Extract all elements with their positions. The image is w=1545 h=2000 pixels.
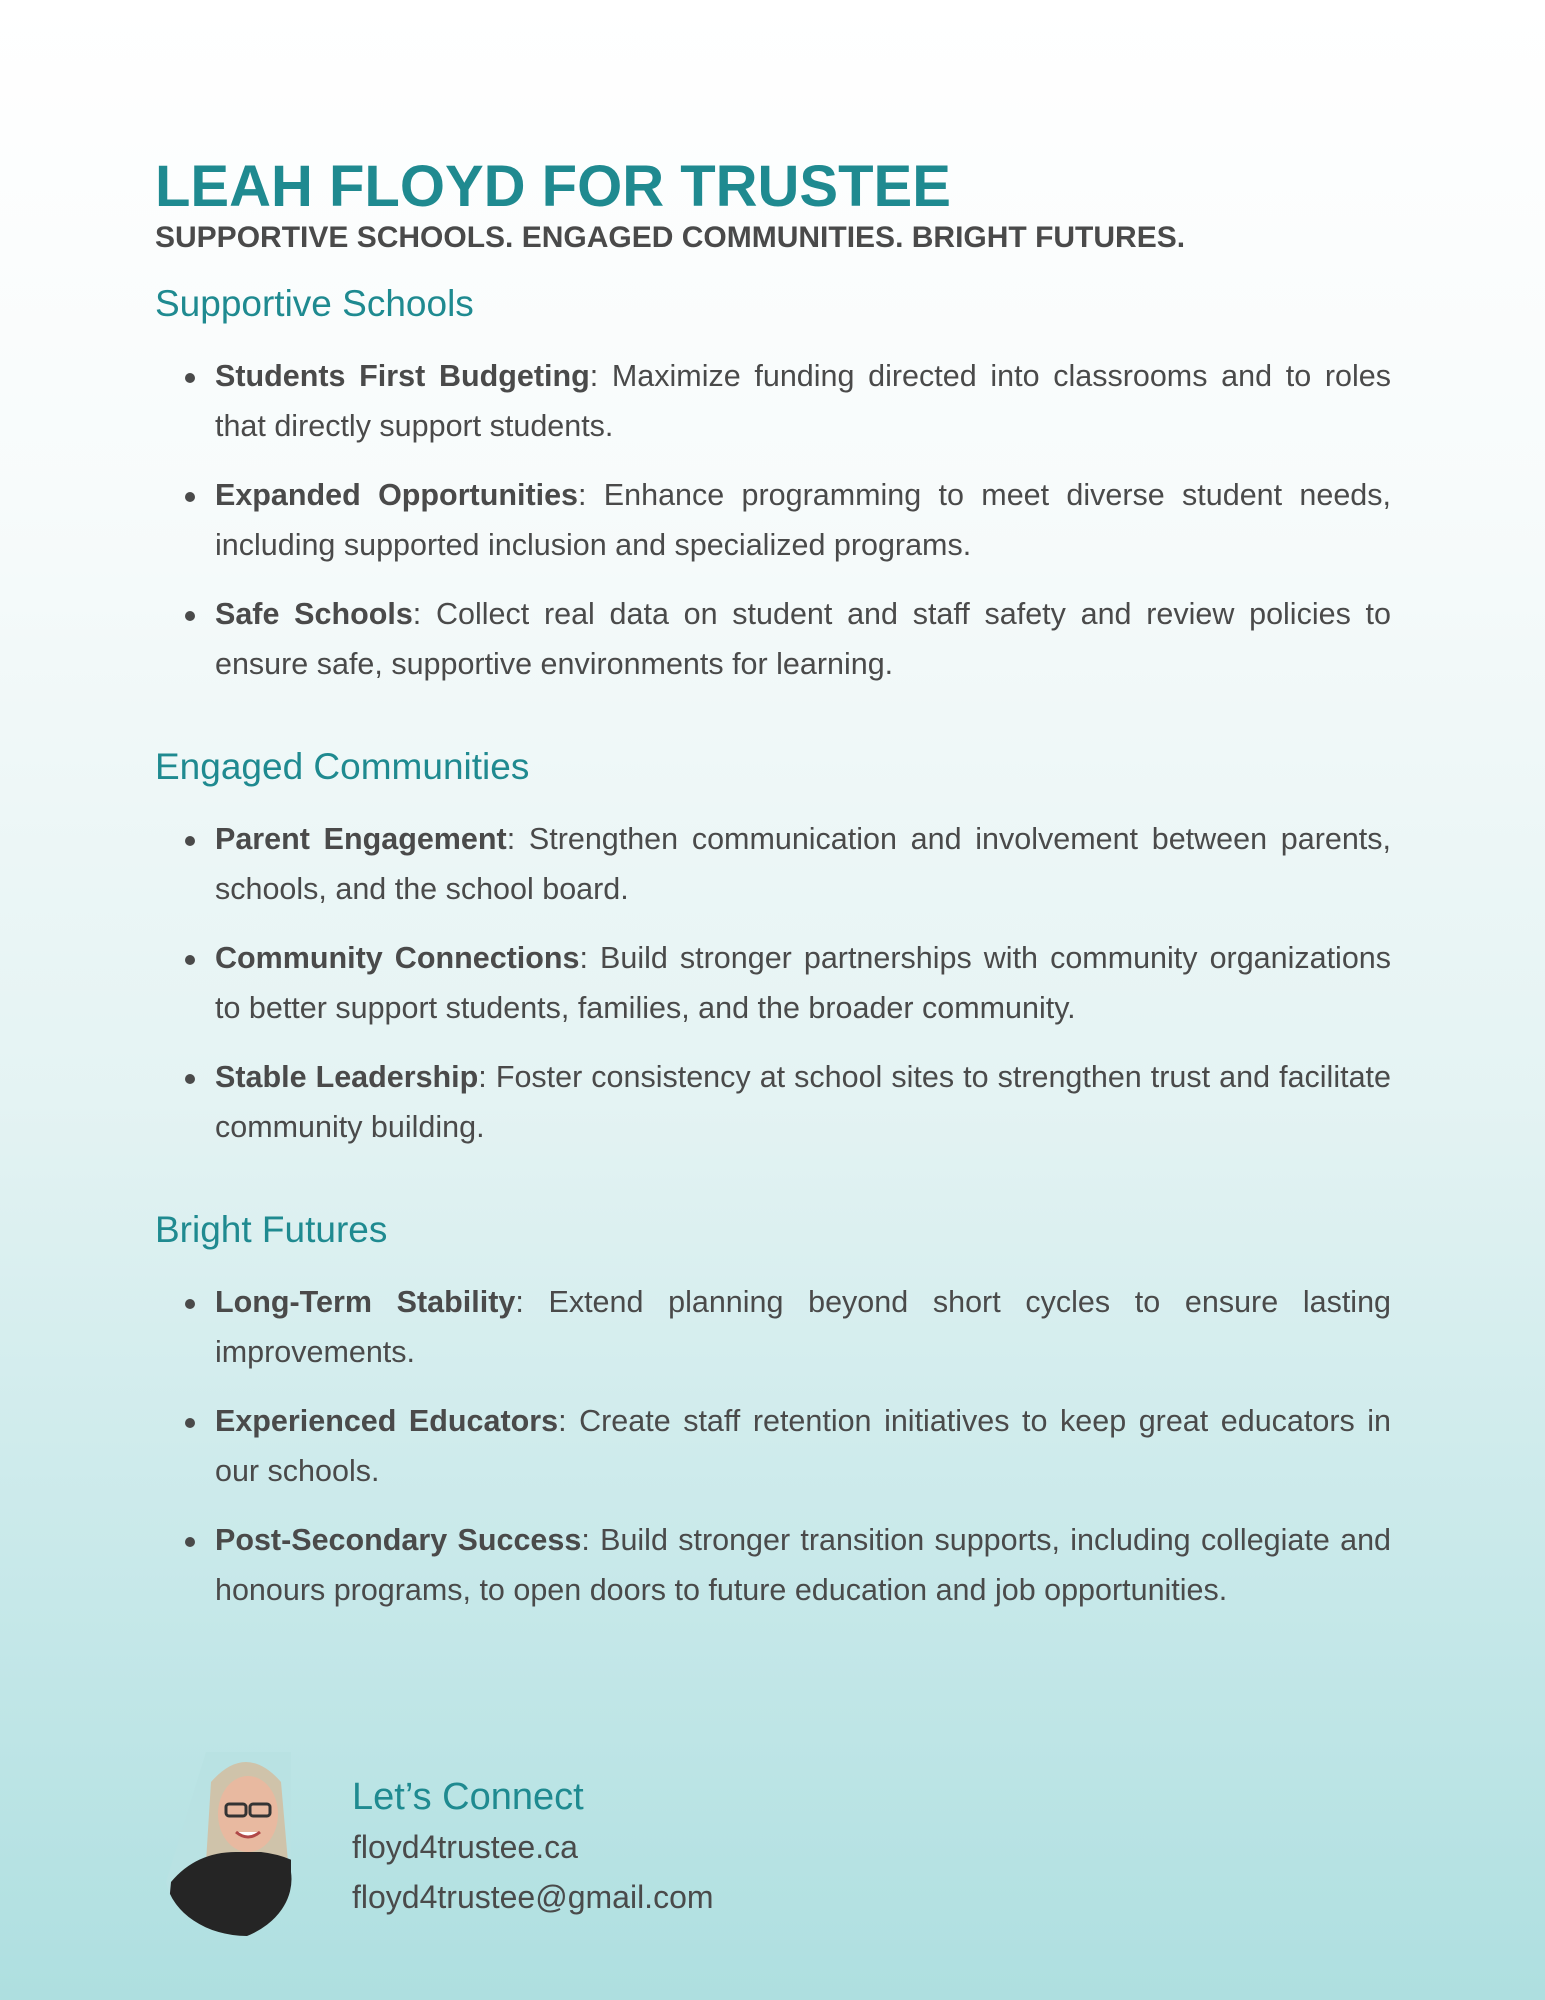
tagline: SUPPORTIVE SCHOOLS. ENGAGED COMMUNITIES. BRIGHT FUTURES. (155, 221, 1186, 254)
item-term: Community Connections (215, 941, 580, 975)
item-term: Safe Schools (215, 597, 413, 631)
list-item (155, 1397, 1391, 1496)
section-heading: Engaged Communities (155, 746, 530, 787)
section-heading: Bright Futures (155, 1209, 388, 1250)
item-term: Stable Leadership (215, 1060, 479, 1094)
item-text: : Maximize funding directed into classrooms and to roles that directly support students. (215, 359, 1391, 443)
contact-heading: Let’s Connect (352, 1776, 584, 1818)
list-item (155, 590, 1391, 689)
item-term: Expanded Opportunities (215, 478, 579, 512)
section-bright-futures (155, 1206, 1391, 1615)
item-text: : Collect real data on student and staff safety and review policies to ensure safe, supportive environments for learning. (215, 597, 1391, 681)
item-term: Post-Secondary Success (215, 1523, 582, 1557)
item-text: : Extend planning beyond short cycles to ensure lasting improvements. (215, 1285, 1392, 1369)
list-item (155, 1053, 1391, 1152)
item-text: : Build stronger partnerships with community organizations to better support students, families, and the broader community. (215, 941, 1392, 1025)
item-term: Experienced Educators (215, 1404, 559, 1438)
list-item (155, 1516, 1391, 1615)
item-text: : Strengthen communication and involvement between parents, schools, and the school board. (215, 822, 1391, 906)
contact-block (166, 1752, 966, 1942)
list-item (155, 352, 1391, 451)
item-term: Parent Engagement (215, 822, 507, 856)
website-link[interactable]: floyd4trustee.ca (352, 1829, 578, 1865)
flyer-content (155, 152, 1391, 1635)
list-item (155, 934, 1391, 1033)
list-item (155, 815, 1391, 914)
item-text: : Foster consistency at school sites to strengthen trust and facilitate community building. (215, 1060, 1391, 1144)
list-item (155, 1278, 1391, 1377)
item-text: : Build stronger transition supports, including collegiate and honours programs, to open doors to future education and job opportunities. (215, 1523, 1392, 1607)
email-link[interactable]: floyd4trustee@gmail.com (352, 1879, 714, 1915)
page-title: LEAH FLOYD FOR TRUSTEE (155, 154, 951, 219)
item-term: Students First Budgeting (215, 359, 590, 393)
section-supportive-schools (155, 280, 1391, 689)
item-term: Long-Term Stability (215, 1285, 516, 1319)
list-item (155, 471, 1391, 570)
item-text: : Create staff retention initiatives to keep great educators in our schools. (215, 1404, 1392, 1488)
section-engaged-communities (155, 743, 1391, 1152)
candidate-photo (166, 1752, 329, 1936)
section-heading: Supportive Schools (155, 283, 474, 324)
item-text: : Enhance programming to meet diverse student needs, including supported inclusion and specialized programs. (215, 478, 1391, 562)
